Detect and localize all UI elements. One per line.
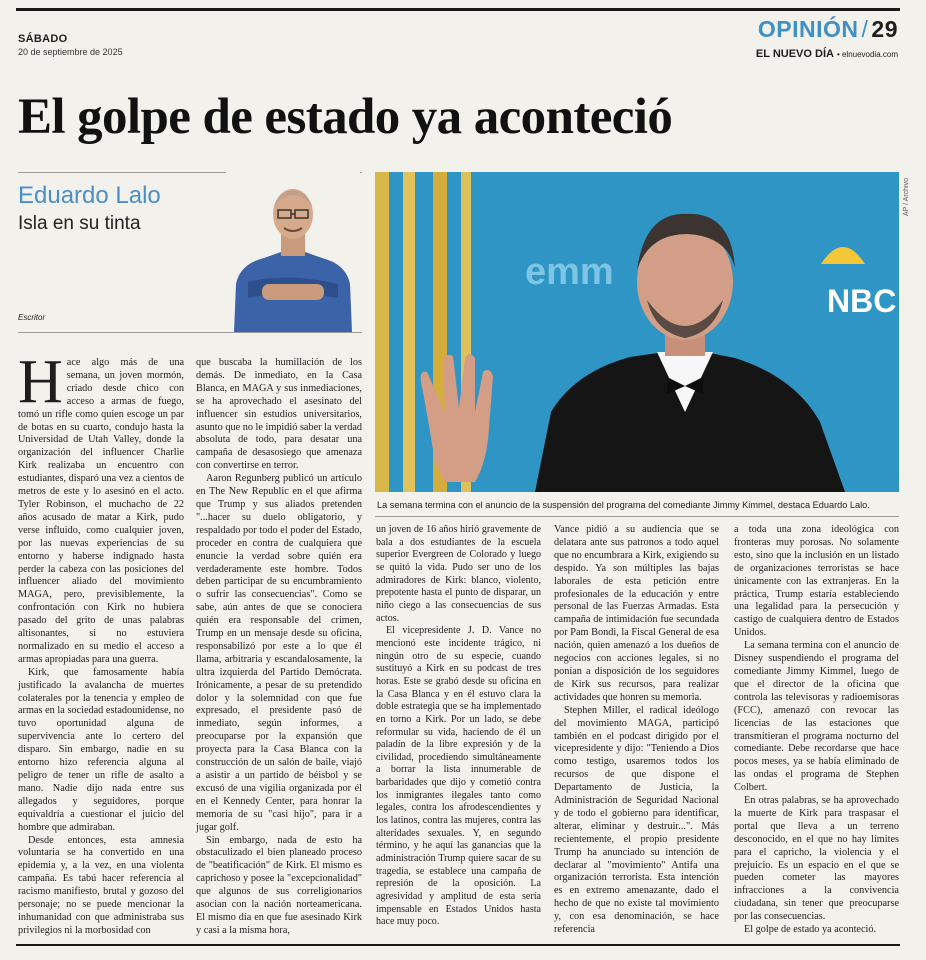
- article-column-4: [554, 524, 719, 937]
- paragraph: Desde entonces, esta amnesia voluntaria se ha convertido en una epidemia y, a la vez, en una violenta campaña. Es tabú hacer referencia al racismo manifiesto, brutal y gozoso del personaje; no se puede mencionar la inhumanidad con que administraba sus privilegios ni la morbosidad con: [18, 834, 184, 936]
- publication: [756, 48, 898, 60]
- byline-bottom-rule: [18, 332, 362, 333]
- section-name: OPINIÓN: [757, 16, 859, 42]
- paragraph: Hace algo más de una semana, un joven mormón, criado desde chico con acceso a armas de fuego, tomó un rifle como quien escoge un par de botas en su cuarto, condujo hasta la Universidad de Utah Valley, donde la organización del influencer Charlie Kirk realizaba un encuentro con estudiantes, disparó una vez a cientos de metros de este y lo asesinó en el acto. Tyler Robinson, el muchacho de 22 años acusado de matar a Kirk, pudo verse influido, como cualquier joven, por las nuevas experiencias de su entorno y haberse indignado hasta perder la cabeza con las posiciones del influencer aliado del movimiento MAGA, pero, previsiblemente, la confrontación con Kirk no hubiera pasado del grito de unas palabras altisonantes, si no estuviera normalizado en su medio el acceso a armas apropiadas para una guerra.: [18, 348, 184, 665]
- page-number: 29: [871, 16, 898, 42]
- article-column-2: [196, 357, 362, 938]
- column-name: Isla en su tinta: [18, 213, 141, 234]
- article-column-1: [18, 348, 184, 938]
- publication-site: • elnuevodia.com: [836, 50, 898, 59]
- top-rule: [16, 8, 900, 11]
- paragraph: Kirk, que famosamente había justificado la avalancha de muertes colaterales por la tenencia y empleo de armas en la sociedad estadounidense, no tuvo oportunidad alguna de supervivencia ante lo certero del disparo. Sin embargo, nadie en su entorno hizo referencia alguna al peligro de tener un rifle de asalto a mano. Nadie dijo nada entre sus allegados y seguidores, porque equivaldría a cuestionar el juicio del hombre que admiraban.: [18, 666, 184, 833]
- paragraph: que buscaba la humillación de los demás. De inmediato, en la Casa Blanca, en MAGA y sus inmediaciones, se ha aprovechado el asesinato del influencer sin estudios universitarios, asunto que no le impidió saber la verdad absoluta de todo, para desatar una campaña de desasosiego que amenaza con convertirse en terror.: [196, 357, 362, 472]
- article-column-5: [734, 524, 899, 937]
- paragraph: Aaron Regunberg publicó un artículo en The New Republic en el que afirma que Trump y sus aliados pretenden "...hacer su duelo obligatorio, y respaldado por todo el poder del Estado, proceder en contra de cualquiera que enuncie la verdad sobre quién era verdaderamente este hombre. Todos deben participar de su encumbramiento o sufrir las consecuencias". Como se sabe, aún antes de que se conociera quién era responsable del crimen, Trump en un mensaje desde su oficina, responsabilizó por este a lo que él llama, arbitraria y escandalosamente, la ultra izquierda del Partido Demócrata. Irónicamente, a pesar de su pretendido dolor y la solemnidad con que fue expresado, el presidente pasó de inmediato, según informes, a preocuparse por la expansión que proyecta para la Casa Blanca con la construcción de un salón de baile, viajó a asistir a un partido de béisbol y se excusó de una vigilia organizada por él en el Kennedy Center, para honrar la memoria de su "casi hijo", para ir a jugar golf.: [196, 473, 362, 833]
- paragraph: a toda una zona ideológica con fronteras muy porosas. No solamente esto, sino que la inclusión en un listado de organizaciones terroristas se hace únicamente con las extranjeras. En la práctica, Trump estaría estableciendo una legalidad para la persecución y castigo de cualquiera dentro de Estados Unidos.: [734, 524, 899, 639]
- paragraph: El vicepresidente J. D. Vance no mencionó este incidente trágico, ni ningún otro de su especie, cuando sustituyó a Kirk en su podcast de tres horas. Este se grabó desde su oficina en la Casa Blanca y en él estuvo clara la doble estrategia que se ha implementado en torno a Kirk. Por un lado, se debe reformular su vida, haciendo de él un paladín de la libre expresión y de la civilidad, procediendo simultáneamente a borrar la lista innumerable de barbaridades que dijo y cometió contra los inmigrantes ilegales tanto como legales, contra los afrodescendientes y los latinos, contra las mujeres, contra las alteridades sexuales. Y, en segundo término, y he aquí las ganancias que la administración Trump quiere sacar de su tragedia, se establece una campaña de represión de la oposición. La agresividad y amplitud de esta sería impensable en Estados Unidos hasta hace muy poco.: [376, 625, 541, 928]
- paragraph: En otras palabras, se ha aprovechado la muerte de Kirk para traspasar el portal que lleva a un terreno desconocido, en el que no hay límites para el capricho, la violencia y el prejuicio. Es un espacio en el que se pueden cometer las mayores infracciones a la convivencia ciudadana, sin tener que preocuparse por las consecuencias.: [734, 795, 899, 923]
- photo-caption: La semana termina con el anuncio de la suspensión del programa del comediante Jimmy Kimmel, destaca Eduardo Lalo.: [377, 500, 870, 510]
- publication-name: EL NUEVO DÍA: [755, 48, 834, 60]
- paragraph: El golpe de estado ya aconteció.: [744, 924, 877, 936]
- paragraph: Vance pidió a su audiencia que se delatara ante sus patronos a todo aquel que no encumbrara a Kirk, exigiendo su despido. Ya son múltiples las bajas laborales de esta petición entre profesionales de la educación y entre personal de las Fuerzas Armadas. Esta campaña de intimidación fue secundada por Pam Bondi, la Fiscal General de esa nación, quien amenazó a los dueños de negocios con acciones legales, si no ponían a disposición de los seguidores de Kirk sus recursos, para realizar actividades que honren su memoria.: [554, 524, 719, 703]
- paragraph: Stephen Miller, el radical ideólogo del movimiento MAGA, participó también en el podcast dirigido por el vicepresidente y dijo: "Teniendo a Dios como testigo, usaremos todos los recursos de que dispone el Departamento de Justicia, la Administración de Seguridad Nacional y de todo el gobierno para identificar, alterar, eliminar y destruir...". Más recientemente, el propio presidente Trump ha anunciado su intención de declarar al "movimiento" Antifa una organización terrorista. Esta intención es en extremo amenazante, dado el hecho de que no existe tal movimiento y, con esa denominación, se hace referencia: [554, 704, 719, 936]
- photo-credit: AP / Archivo: [903, 178, 910, 217]
- headline: El golpe de estado ya aconteció: [18, 89, 673, 145]
- issue-day: SÁBADO: [18, 33, 68, 45]
- caption-rule: [375, 516, 899, 517]
- bottom-rule: [16, 944, 900, 946]
- author-portrait: [226, 172, 360, 332]
- paragraph: un joven de 16 años hirió gravemente de bala a dos estudiantes de la escuela superior Evergreen de Colorado y luego se quitó la vida. Pudo ser uno de los admiradores de Kirk: blanco, violento, prepotente hasta el punto de disparar, un niño ciego a las consecuencias de sus actos.: [376, 524, 541, 624]
- backdrop-text-emmy: emm: [525, 251, 614, 293]
- article-photo: [375, 172, 899, 492]
- paragraph: Sin embargo, nada de esto ha obstaculizado el bien planeado proceso de "beatificación" de Kirk. El mismo es caprichoso y posee la "excepcionalidad" que algunos de sus correligionarios asocian con la nación norteamericana. El mismo día en que fue asesinado Kirk y casi a la misma hora,: [196, 834, 362, 936]
- backdrop-text-nbc: NBC: [827, 283, 897, 319]
- article-column-3: [376, 524, 541, 929]
- issue-date: 20 de septiembre de 2025: [18, 47, 123, 57]
- author-role: Escritor: [18, 313, 46, 322]
- section-slash: /: [861, 16, 869, 42]
- paragraph: La semana termina con el anuncio de Disney suspendiendo el programa del comediante Jimmy Kimmel, luego de que el director de la oficina que controla las televisoras y radioemisoras (FCC), amenazó con revocar las licencias de las estaciones que transmitieran el programa nocturno del comediante. Debe recordarse que hace pocos meses, ya se había eliminado de las ondas el programa de Stephen Colbert.: [734, 640, 899, 794]
- section-header: [758, 16, 898, 43]
- author-name: Eduardo Lalo: [18, 182, 161, 209]
